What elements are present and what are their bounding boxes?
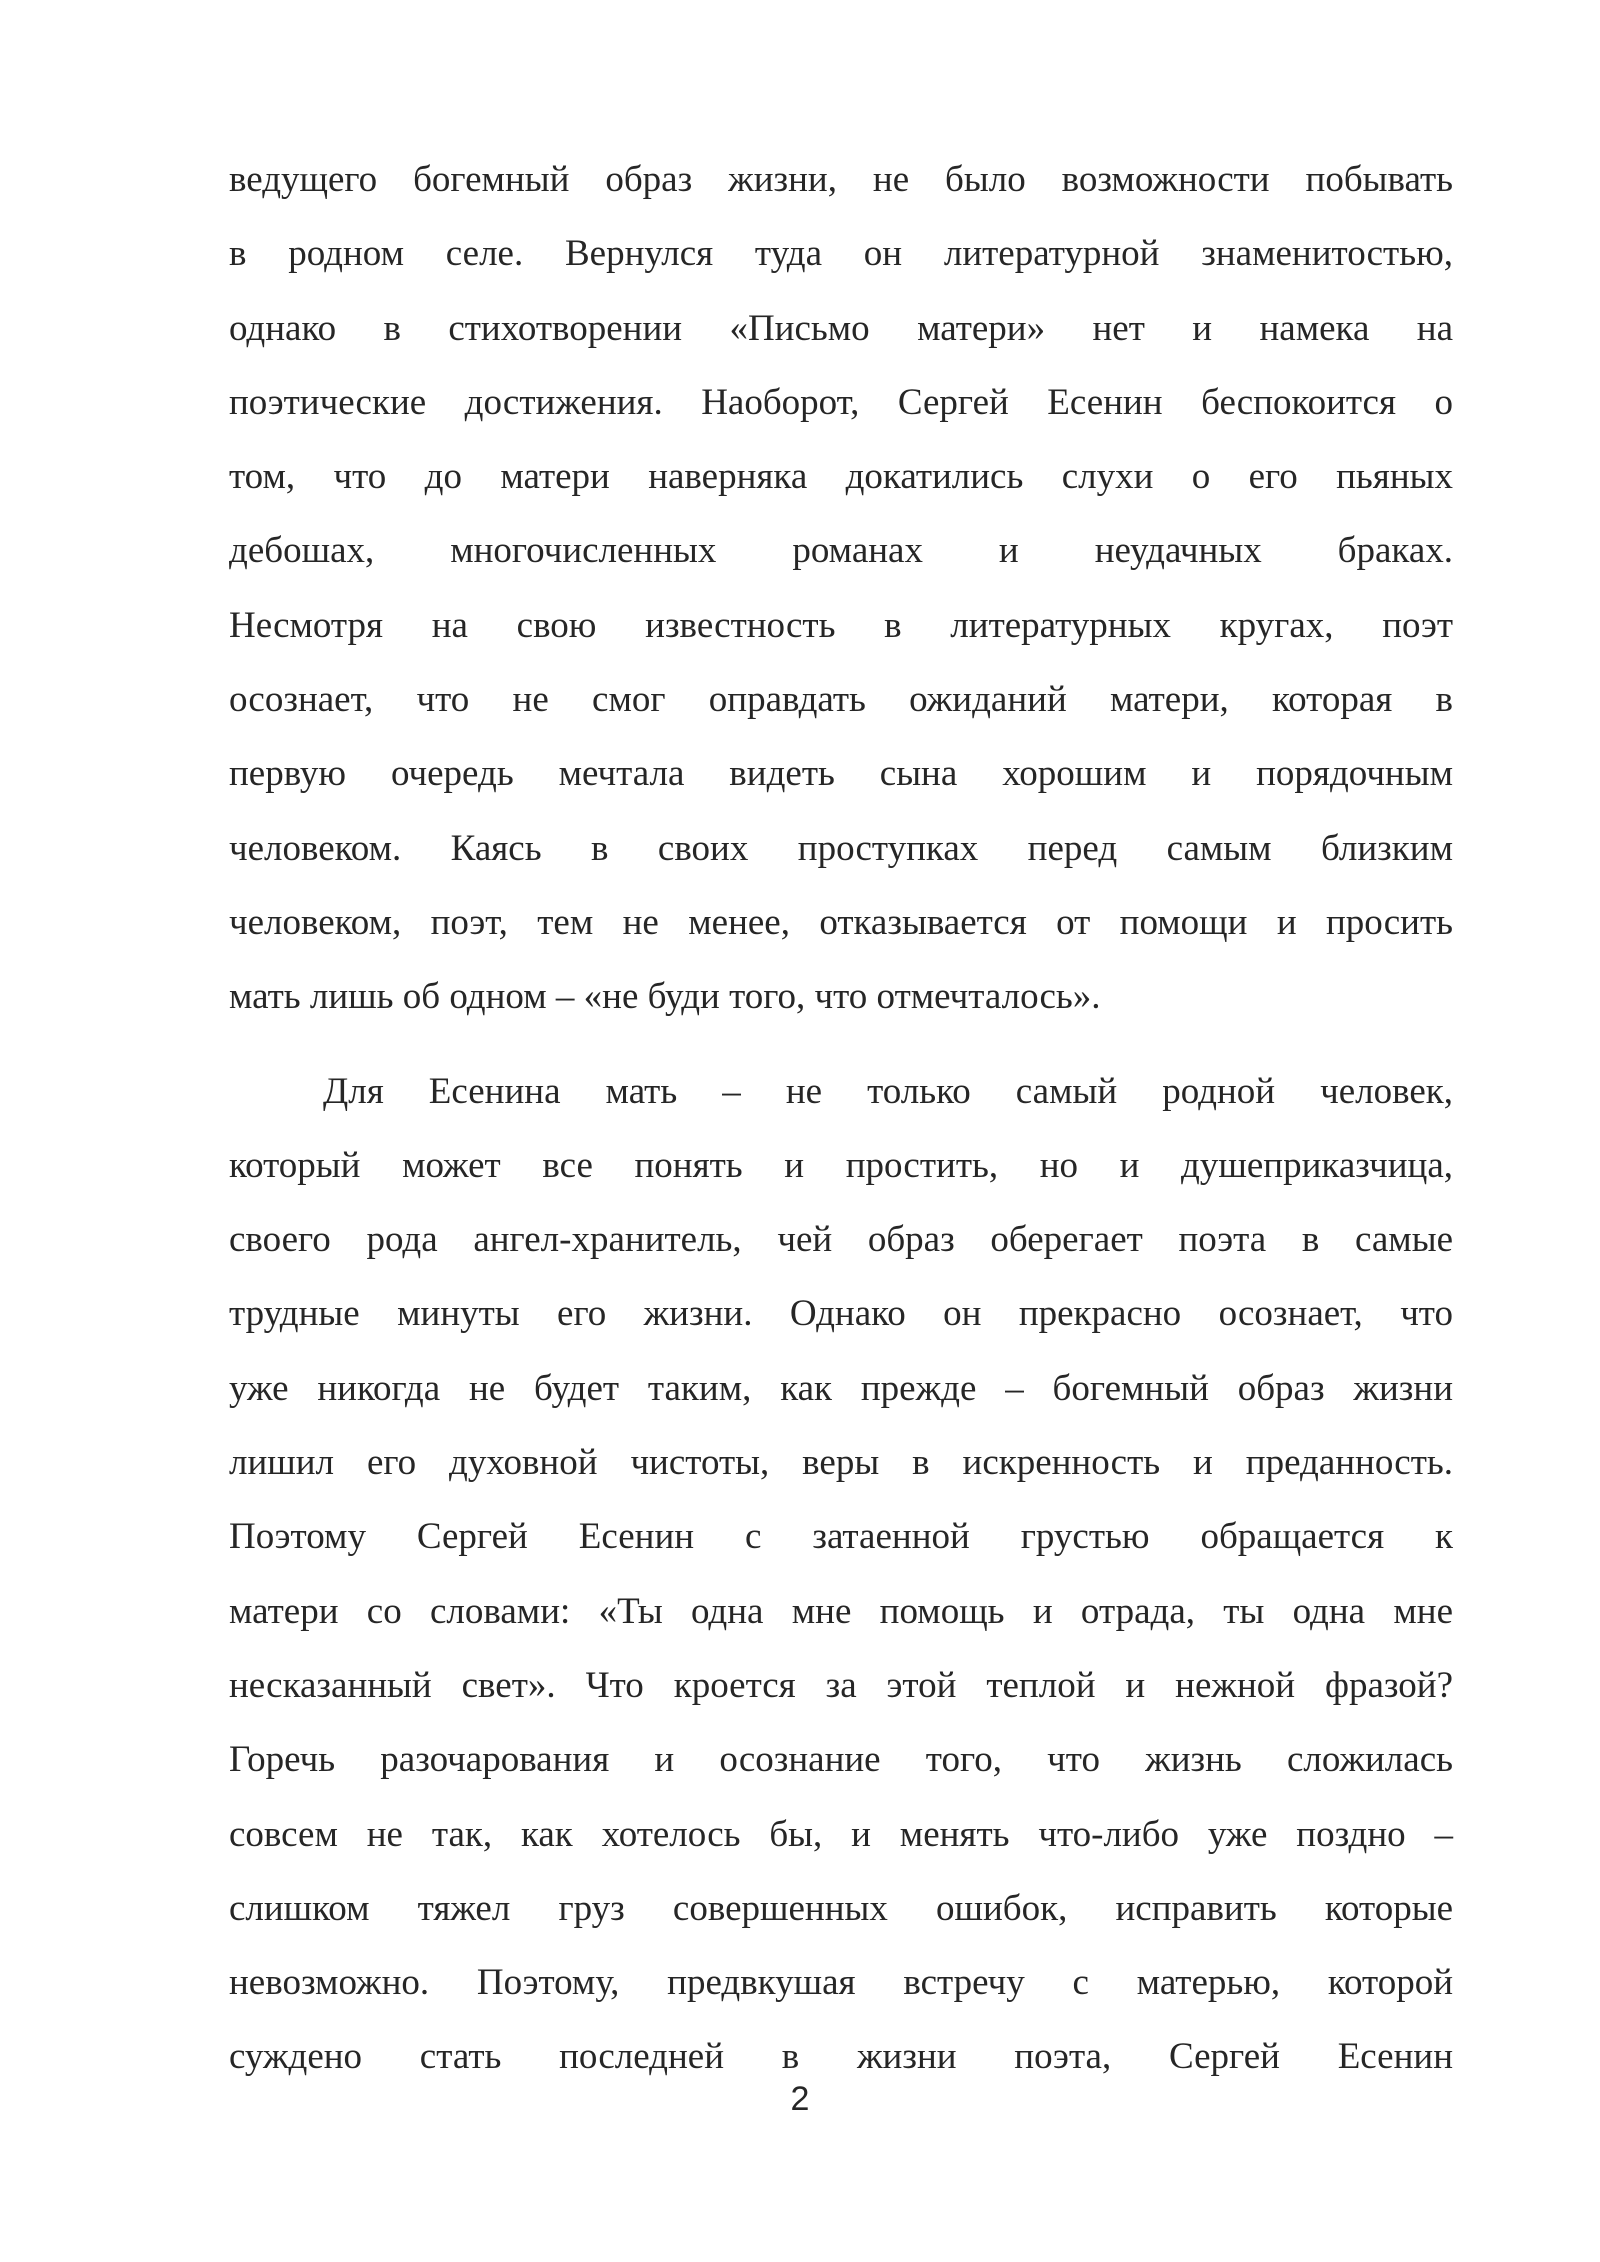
text-line: ведущего богемный образ жизни, не было возможности побывать bbox=[229, 159, 1453, 200]
text-line: Несмотря на свою известность в литературных кругах, поэт bbox=[229, 604, 1453, 646]
text-line: слишком тяжел груз совершенных ошибок, исправить которые bbox=[229, 1887, 1453, 1929]
text-line: несказанный свет». Что кроется за этой теплой и нежной фразой? bbox=[229, 1664, 1453, 1706]
text-line: Горечь разочарования и осознание того, что жизнь сложилась bbox=[229, 1739, 1453, 1781]
text-line: своего рода ангел-хранитель, чей образ оберегает поэта в самые bbox=[229, 1219, 1453, 1261]
text-line: матери со словами: «Ты одна мне помощь и отрада, ты одна мне bbox=[229, 1590, 1453, 1632]
paragraph bbox=[229, 1055, 1453, 2095]
text-line: дебошах, многочисленных романах и неудачных браках. bbox=[229, 530, 1453, 572]
text-line: трудные минуты его жизни. Однако он прекрасно осознает, что bbox=[229, 1293, 1453, 1335]
text-line: совсем не так, как хотелось бы, и менять что-либо уже поздно – bbox=[229, 1813, 1453, 1855]
paragraph bbox=[229, 143, 1453, 1035]
text-line: Для Есенина мать – не только самый родной человек, bbox=[323, 1070, 1453, 1112]
text-line: человеком. Каясь в своих проступках перед самым близким bbox=[229, 827, 1453, 869]
text-line: лишил его духовной чистоты, веры в искренность и преданность. bbox=[229, 1442, 1453, 1484]
text-line: в родном селе. Вернулся туда он литературной знаменитостью, bbox=[229, 233, 1453, 275]
text-line: Поэтому Сергей Есенин с затаенной грустью обращается к bbox=[229, 1516, 1453, 1558]
paragraph-spacing bbox=[229, 1035, 1453, 1055]
text-line: человеком, поэт, тем не менее, отказывается от помощи и просить bbox=[229, 901, 1453, 943]
text-line: поэтические достижения. Наоборот, Сергей Есенин беспокоится о bbox=[229, 381, 1453, 423]
text-line: осознает, что не смог оправдать ожиданий матери, которая в bbox=[229, 679, 1453, 721]
text-line: первую очередь мечтала видеть сына хорошим и порядочным bbox=[229, 753, 1453, 795]
text-line: том, что до матери наверняка докатились слухи о его пьяных bbox=[229, 456, 1453, 498]
text-line: однако в стихотворении «Письмо матери» нет и намека на bbox=[229, 307, 1453, 349]
text-line: уже никогда не будет таким, как прежде – богемный образ жизни bbox=[229, 1367, 1453, 1409]
page-number: 2 bbox=[790, 2080, 810, 2118]
body-text bbox=[229, 143, 1453, 2095]
text-line: невозможно. Поэтому, предвкушая встречу с матерью, которой bbox=[229, 1962, 1453, 2004]
text-line: который может все понять и простить, но и душеприказчица, bbox=[229, 1144, 1453, 1186]
text-line: мать лишь об одном – «не буди того, что отмечталось». bbox=[229, 976, 1101, 1018]
text-line: суждено стать последней в жизни поэта, Сергей Есенин bbox=[229, 2036, 1453, 2078]
